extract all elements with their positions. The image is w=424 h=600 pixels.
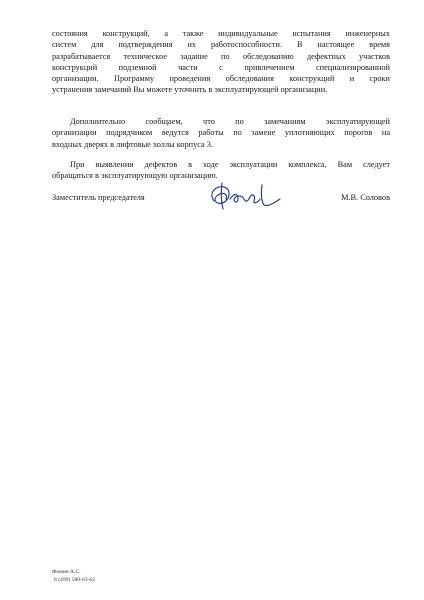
signer-name: М.В. Соловов	[341, 193, 390, 202]
text-line: устранения замечаний Вы можете уточнить в эксплуатирующей организации.	[52, 85, 328, 95]
executor-name: Фомин А.С.	[52, 569, 81, 575]
text-line: При выявлении дефектов в ходе эксплуатации комплекса, Вам следует	[70, 160, 390, 169]
paragraph-structures-inspection	[52, 28, 390, 96]
text-line: систем для подтверждения их работоспособности. В настоящее время	[52, 40, 390, 50]
signature-block	[52, 187, 390, 217]
handwritten-signature	[204, 179, 294, 215]
text-line: обращаться в эксплуатирующую организацию.	[52, 171, 218, 181]
text-line: входных дверях в лифтовые холлы корпуса 3.	[52, 139, 213, 149]
executor-footer	[52, 568, 95, 584]
text-line: организации. Программу проведения обследования конструкций и сроки	[52, 74, 390, 84]
text-line: разрабатывается техническое задание по обследованию дефектных участков	[52, 51, 390, 61]
text-line: состояния конструкций, а также индивидуальные испытания инженерных	[52, 29, 390, 38]
signer-position: Заместитель председателя	[52, 193, 145, 202]
text-line: организации подрядчиком ведутся работы по замене уплотняющих порогов на	[52, 128, 390, 138]
paragraph-door-thresholds	[52, 116, 390, 150]
executor-phone: 8 (499) 580-63-62	[54, 577, 96, 583]
text-line: Дополнительно сообщаем, что по замечаниям эксплуатирующей	[70, 117, 390, 126]
text-line: конструкций подземной части с привлечением специализированной	[52, 62, 390, 72]
